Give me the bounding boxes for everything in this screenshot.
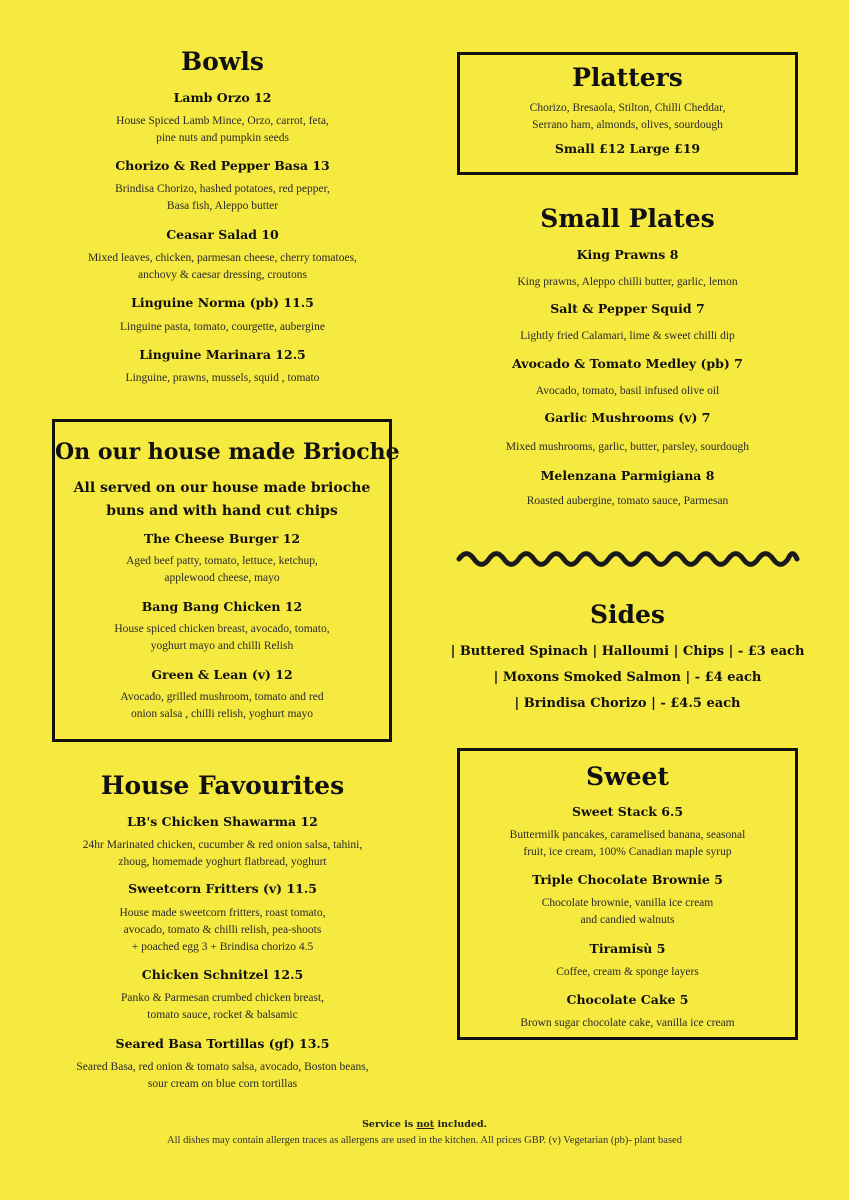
menu-item-name: Lamb Orzo 12 [173, 90, 272, 105]
menu-item-desc: Brown sugar chocolate cake, vanilla ice cream [520, 1017, 735, 1029]
small-plates-title: Small Plates [540, 204, 715, 233]
menu-item-name: King Prawns 8 [576, 247, 679, 262]
menu-item-desc: 24hr Marinated chicken, cucumber & red onion salsa, tahini, [82, 839, 363, 851]
menu-item-desc: Seared Basa, red onion & tomato salsa, avocado, Boston beans, [76, 1061, 369, 1073]
menu-item-desc: + poached egg 3 + Brindisa chorizo 4.5 [131, 941, 314, 953]
bowls-section [40, 47, 405, 384]
wavy-divider [456, 545, 800, 573]
menu-item-desc: Roasted aubergine, tomato sauce, Parmesan [526, 495, 729, 507]
menu-item-name: Garlic Mushrooms (v) 7 [544, 410, 711, 425]
menu-item-name: Seared Basa Tortillas (gf) 13.5 [115, 1036, 330, 1051]
menu-item-desc: Coffee, cream & sponge layers [556, 966, 699, 978]
menu-item-name: LB's Chicken Shawarma 12 [127, 814, 318, 829]
menu-item-desc: King prawns, Aleppo chilli butter, garlic, lemon [517, 276, 738, 288]
menu-item-name: Linguine Norma (pb) 11.5 [131, 295, 314, 310]
menu-item-desc: Linguine pasta, tomato, courgette, aubergine [120, 321, 325, 333]
sides-section [445, 600, 810, 711]
small-plates-section [445, 204, 810, 507]
brioche-title: On our house made Brioche [55, 439, 400, 465]
menu-item-desc: Mixed leaves, chicken, parmesan cheese, cherry tomatoes, [88, 252, 357, 264]
menu-item-desc: applewood cheese, mayo [164, 572, 280, 584]
menu-item-name: The Cheese Burger 12 [143, 531, 301, 546]
menu-item-desc: Mixed mushrooms, garlic, butter, parsley, sourdough [505, 441, 750, 453]
sides-line: | Brindisa Chorizo | - £4.5 each [514, 696, 741, 711]
menu-item-name: Ceasar Salad 10 [166, 227, 279, 242]
menu-item-name: Linguine Marinara 12.5 [139, 347, 306, 362]
menu-item-name: Melenzana Parmigiana 8 [540, 468, 715, 483]
menu-item-desc: Aged beef patty, tomato, lettuce, ketchup, [126, 555, 318, 567]
menu-item-desc: yoghurt mayo and chilli Relish [150, 640, 294, 652]
menu-item-desc: House spiced chicken breast, avocado, tomato, [114, 623, 330, 635]
brioche-subtitle: All served on our house made brioche [73, 480, 371, 496]
menu-item-desc: House made sweetcorn fritters, roast tomato, [119, 907, 326, 919]
brioche-subtitle: buns and with hand cut chips [106, 503, 338, 519]
platters-title: Platters [572, 63, 683, 92]
menu-item-desc: anchovy & caesar dressing, croutons [138, 269, 307, 281]
menu-item-desc: tomato sauce, rocket & balsamic [147, 1009, 298, 1021]
menu-item-desc: and candied walnuts [580, 914, 675, 926]
sides-title: Sides [589, 600, 665, 629]
platters-desc: Chorizo, Bresaola, Stilton, Chilli Cheddar, [529, 102, 726, 114]
menu-item-desc: Panko & Parmesan crumbed chicken breast, [120, 992, 325, 1004]
menu-item-name: Sweetcorn Fritters (v) 11.5 [128, 881, 317, 896]
menu-item-name: Chorizo & Red Pepper Basa 13 [115, 158, 330, 173]
menu-item-desc: avocado, tomato & chilli relish, pea-shoots [123, 924, 322, 936]
service-prefix: Service is [362, 1119, 417, 1130]
favourites-title: House Favourites [100, 771, 345, 800]
menu-item-desc: House Spiced Lamb Mince, Orzo, carrot, feta, [116, 115, 329, 127]
service-suffix: included. [434, 1119, 487, 1130]
menu-item-desc: Avocado, grilled mushroom, tomato and red [120, 691, 324, 703]
bowls-title: Bowls [181, 47, 264, 76]
menu-item-name: Triple Chocolate Brownie 5 [532, 872, 723, 887]
menu-item-desc: Lightly fried Calamari, lime & sweet chilli dip [520, 330, 735, 342]
menu-item-desc: pine nuts and pumpkin seeds [156, 132, 289, 144]
menu-item-desc: Chocolate brownie, vanilla ice cream [541, 897, 714, 909]
menu-item-desc: Linguine, prawns, mussels, squid , tomato [125, 372, 320, 384]
menu-item-desc: zhoug, homemade yoghurt flatbread, yoghurt [118, 856, 327, 868]
menu-item-desc: onion salsa , chilli relish, yoghurt mayo [130, 708, 314, 720]
menu-item-name: Chocolate Cake 5 [566, 992, 689, 1007]
platters-price: Small £12 Large £19 [554, 141, 701, 156]
menu-item-desc: Buttermilk pancakes, caramelised banana, seasonal [509, 829, 746, 841]
footer-service [0, 1119, 849, 1130]
sweet-title: Sweet [586, 762, 669, 791]
sweet-box [457, 748, 798, 1040]
sides-line: | Buttered Spinach | Halloumi | Chips | - £3 each [450, 644, 805, 659]
menu-item-desc: Avocado, tomato, basil infused olive oil [535, 385, 720, 397]
menu-item-name: Chicken Schnitzel 12.5 [141, 967, 304, 982]
menu-item-name: Green & Lean (v) 12 [151, 667, 293, 682]
menu-item-name: Tiramisù 5 [589, 941, 666, 956]
platters-box [457, 52, 798, 175]
menu-item-name: Sweet Stack 6.5 [571, 804, 684, 819]
menu-item-desc: Basa fish, Aleppo butter [166, 200, 279, 212]
sides-line: | Moxons Smoked Salmon | - £4 each [493, 670, 762, 685]
favourites-section [40, 771, 405, 1090]
service-not: not [416, 1119, 435, 1130]
footer-allergen: All dishes may contain allergen traces as allergens are used in the kitchen. All prices GBP. (v) Vegetarian (pb)- plant based [167, 1135, 682, 1146]
menu-item-desc: Brindisa Chorizo, hashed potatoes, red pepper, [115, 183, 330, 195]
platters-desc: Serrano ham, almonds, olives, sourdough [532, 119, 723, 131]
menu-item-desc: fruit, ice cream, 100% Canadian maple syrup [523, 846, 732, 858]
menu-item-desc: sour cream on blue corn tortillas [147, 1078, 298, 1090]
menu-item-name: Bang Bang Chicken 12 [141, 599, 303, 614]
menu-item-name: Salt & Pepper Squid 7 [550, 301, 705, 316]
menu-item-name: Avocado & Tomato Medley (pb) 7 [512, 356, 743, 371]
brioche-box [52, 419, 400, 742]
